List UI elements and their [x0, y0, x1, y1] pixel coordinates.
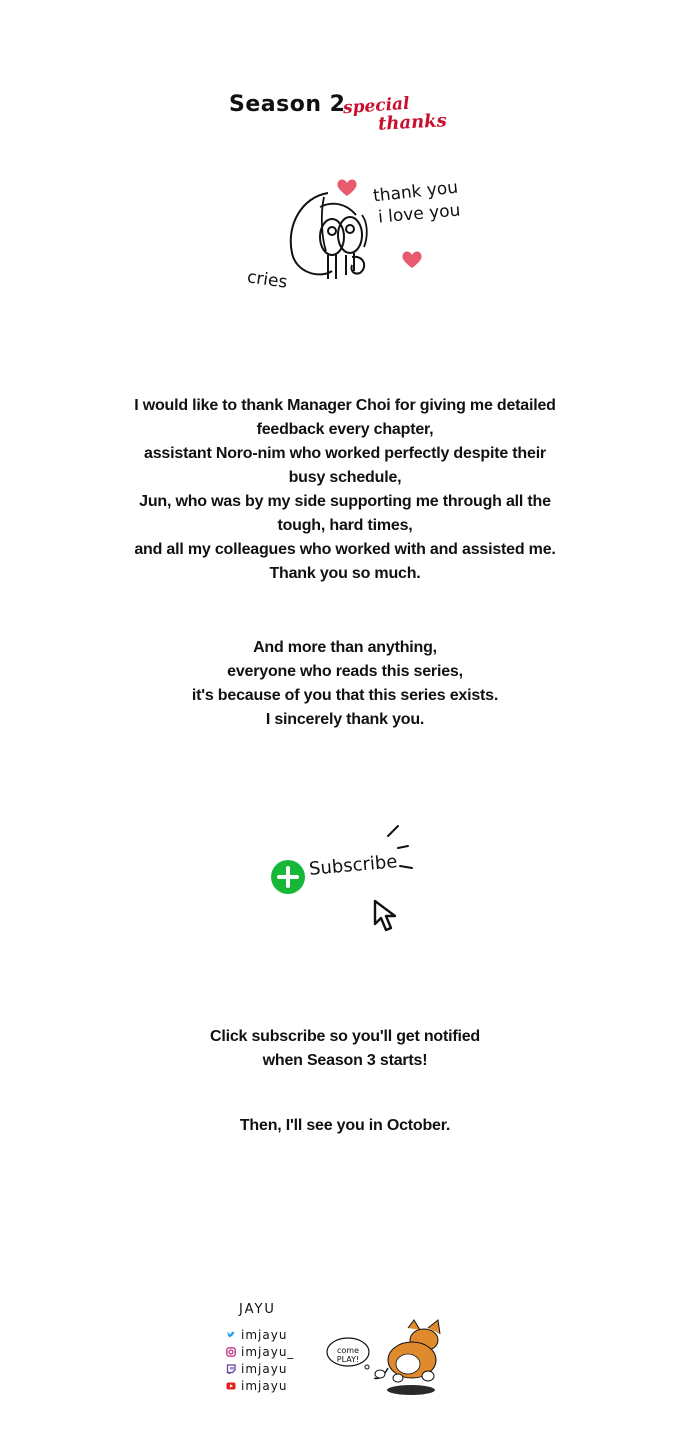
youtube-handle-text: imjayu — [241, 1379, 288, 1393]
season-title: Season 2 — [229, 92, 346, 117]
paragraph-line: Thank you so much. — [269, 565, 421, 582]
paragraph-line: Then, I'll see you in October. — [239, 1117, 451, 1134]
paragraph-line: tough, hard times, — [277, 517, 413, 534]
paragraph-line: Jun, who was by my side supporting me through all the — [139, 493, 551, 510]
heart-icon — [401, 250, 423, 270]
subscribe-label[interactable]: Subscribe — [308, 851, 399, 880]
twitch-handle-text: imjayu — [241, 1362, 288, 1376]
paragraph-line: Click subscribe so you'll get notified — [209, 1028, 481, 1045]
cursor-arrow-icon — [372, 898, 400, 934]
love-you-text: i love you — [377, 200, 462, 228]
twitch-icon — [226, 1364, 236, 1374]
farewell-line — [0, 1114, 690, 1138]
speech-bubble-text — [328, 1346, 368, 1364]
thanks-word: thanks — [377, 110, 448, 135]
author-name: JAYU — [239, 1302, 276, 1317]
plus-icon — [271, 860, 305, 894]
paragraph-line: and all my colleagues who worked with and assisted me. — [134, 541, 556, 558]
subscribe-plus-button[interactable] — [271, 860, 305, 894]
cries-text: cries — [245, 267, 289, 293]
crying-character-doodle — [280, 175, 380, 290]
special-word: special — [342, 93, 411, 119]
paragraph-line: it's because of you that this series exists. — [191, 687, 499, 704]
paragraph-line: busy schedule, — [288, 469, 402, 486]
instagram-handle-text: imjayu_ — [241, 1345, 295, 1359]
readers-paragraph — [0, 636, 690, 732]
paragraph-line: And more than anything, — [253, 639, 437, 656]
thank-you-text: thank you — [372, 177, 459, 207]
youtube-handle[interactable] — [226, 1379, 287, 1393]
heart-icon — [336, 178, 358, 198]
paragraph-line: feedback every chapter, — [256, 421, 434, 438]
paragraph-line: everyone who reads this series, — [227, 663, 463, 680]
thanks-paragraph — [0, 394, 690, 586]
twitter-handle-text: imjayu — [241, 1328, 288, 1342]
paragraph-line: assistant Noro-nim who worked perfectly despite their — [144, 445, 546, 462]
bubble-line: come — [336, 1346, 359, 1355]
subscribe-paragraph — [0, 1025, 690, 1073]
paragraph-line: I sincerely thank you. — [265, 711, 425, 728]
corgi-illustration — [368, 1318, 454, 1400]
instagram-icon — [226, 1347, 236, 1357]
twitter-icon — [226, 1330, 236, 1340]
twitter-handle[interactable] — [226, 1328, 287, 1342]
youtube-icon — [226, 1381, 236, 1391]
instagram-handle[interactable] — [226, 1345, 294, 1359]
paragraph-line: when Season 3 starts! — [262, 1052, 428, 1069]
bubble-line: PLAY! — [336, 1355, 360, 1364]
paragraph-line: I would like to thank Manager Choi for giving me detailed — [134, 397, 556, 414]
twitch-handle[interactable] — [226, 1362, 287, 1376]
